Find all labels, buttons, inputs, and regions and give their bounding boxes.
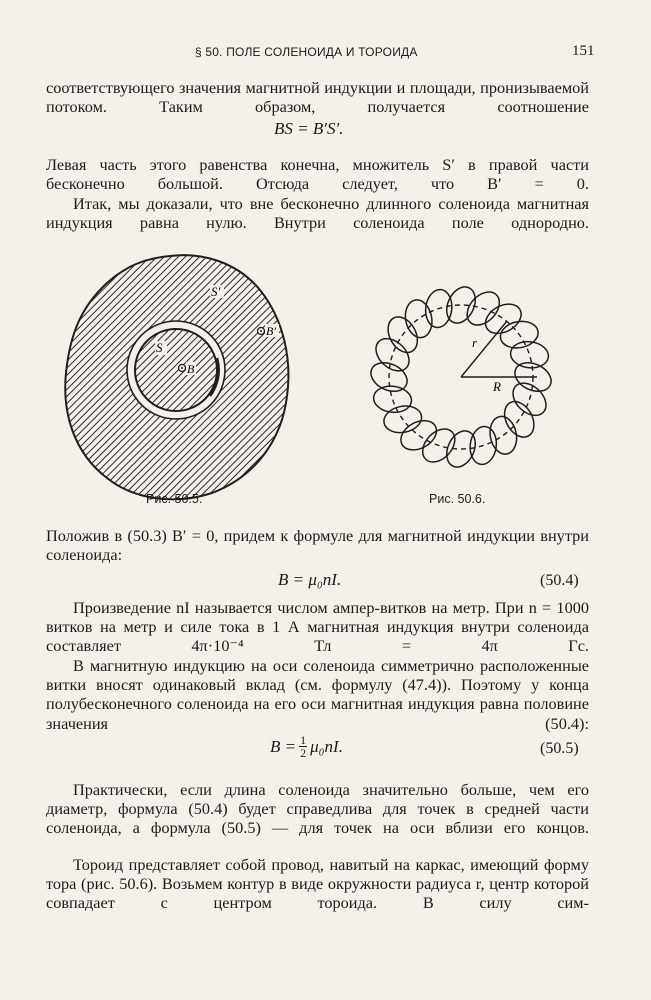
paragraph-6: В магнитную индукцию на оси соленоида симметрично расположенные витки вносят одинаковый вклад (см. формулу (47.4)). Поэтому у конца полубесконечного соленоида на его оси магнитная индукция равна половине значения (50.4): (46, 656, 589, 733)
inner-region-circle (135, 329, 217, 411)
eq3-lhs: B = (270, 736, 297, 756)
page-number: 151 (572, 43, 595, 59)
caption-fig-50-5: Рис. 50.5. (146, 492, 203, 506)
fraction-numerator: 1 (300, 733, 307, 747)
label-s: S (156, 340, 163, 355)
caption-fig-50-6: Рис. 50.6. (429, 492, 486, 506)
eq3-rhs: μ₀nI. (310, 736, 343, 756)
equation-50-4-number: (50.4) (540, 572, 579, 589)
label-s-prime: S′ (211, 284, 221, 299)
label-r: r (472, 335, 478, 350)
label-b-prime: B′ (266, 324, 276, 338)
paragraph-1: соответствующего значения магнитной индукции и площади, пронизываемой потоком. Таким образом, получается соотношение (46, 78, 589, 117)
running-header (0, 45, 651, 65)
paragraph-5: Произведение nI называется числом ампер-витков на метр. При n = 1000 витков на метр и силе тока в 1 А магнитная индукция внутри соленоида составляет 4π·10⁻⁴ Тл = 4π Гс. (46, 598, 589, 656)
equation-50-4: B = μ₀nI. (278, 570, 342, 589)
equation-50-5-number: (50.5) (540, 740, 579, 757)
coil-loop (480, 298, 526, 339)
equation-bs: BS = B′S′. (274, 119, 344, 138)
header-title: § 50. ПОЛЕ СОЛЕНОИДА И ТОРОИДА (195, 45, 418, 59)
radius-r-line (461, 321, 507, 377)
figure-50-6 (361, 277, 561, 477)
paragraph-7: Практически, если длина соленоида значительно больше, чем его диаметр, формула (50.4) будет справедлива для точек в средней части соленоида, а формула (50.5) — для точек на оси вблизи его концов. (46, 780, 589, 838)
fraction-one-half (299, 734, 307, 759)
label-b: B (187, 362, 195, 376)
paragraph-3: Итак, мы доказали, что вне бесконечно длинного соленоида магнитная индукция равна нулю. Внутри соленоида поле однородно. (46, 194, 589, 233)
paragraph-4: Положив в (50.3) B′ = 0, придем к формуле для магнитной индукции внутри соленоида: (46, 526, 589, 565)
coil-loop (396, 415, 442, 456)
paragraph-2: Левая часть этого равенства конечна, множитель S′ в правой части бесконечно большой. Отсюда следует, что B′ = 0. (46, 155, 589, 194)
fraction-denominator: 2 (300, 746, 307, 760)
paragraph-8: Тороид представляет собой провод, навитый на каркас, имеющий форму тора (рис. 50.6). Возьмем контур в виде окружности радиуса r, центр которой совпадает с центром тороида. В силу сим- (46, 855, 589, 913)
figure-50-5 (52, 248, 302, 503)
coil-loop (402, 298, 435, 340)
label-R: R (493, 379, 501, 394)
equation-50-5 (270, 734, 343, 759)
coil-loop (370, 332, 416, 377)
